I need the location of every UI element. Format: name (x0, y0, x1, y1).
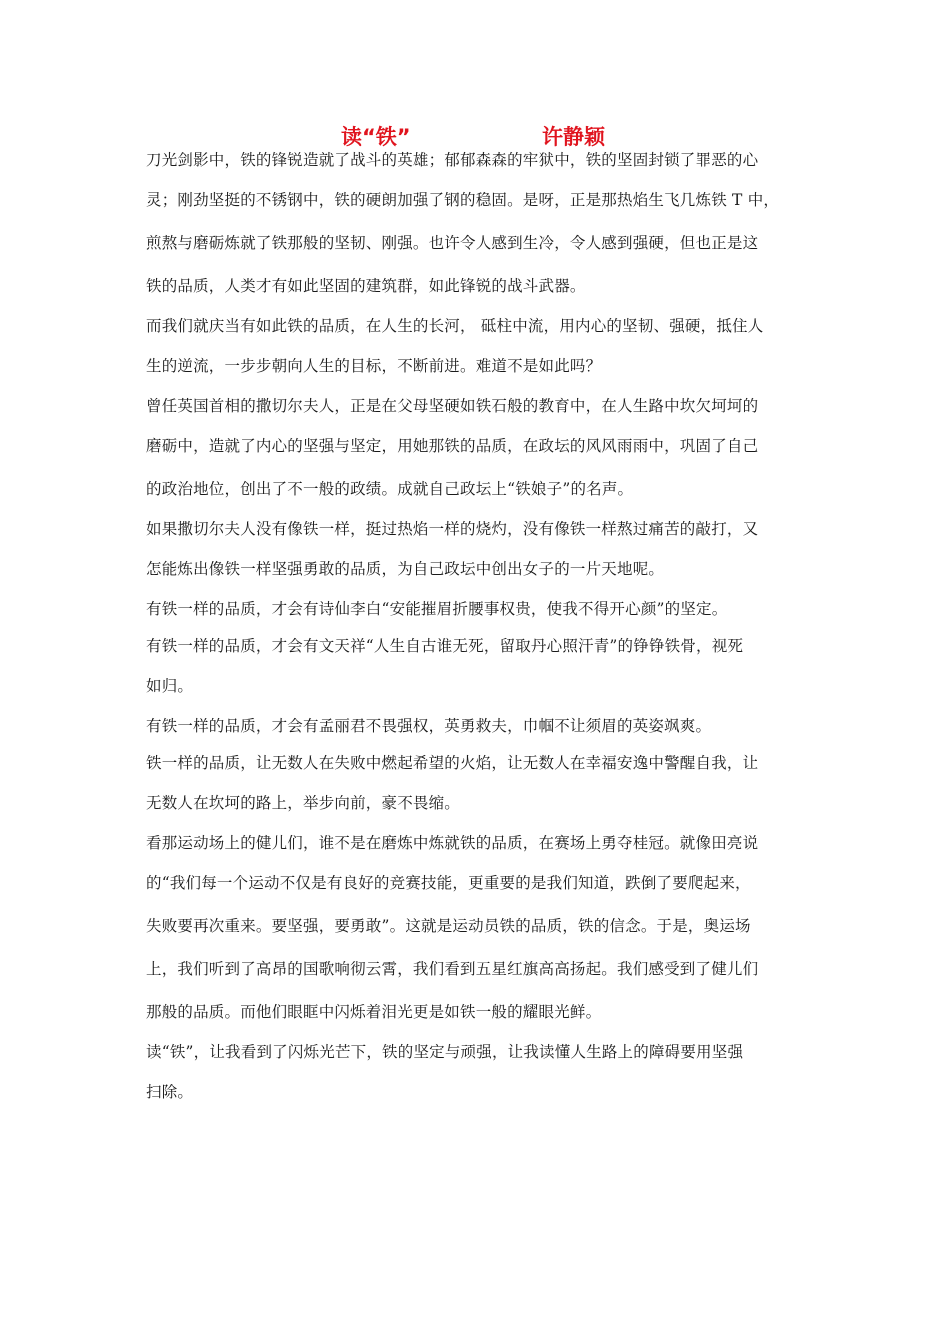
text-line: 而我们就庆当有如此铁的品质，在人生的长河， 砥柱中流，用内心的坚韧、强硬，抵住人 (146, 317, 764, 335)
paragraph-7 (146, 711, 811, 742)
text-line: 的政治地位，创出了不一般的政绩。成就自己政坛上“铁娘子”的名声。 (146, 480, 634, 498)
text-line: 如果撒切尔夫人没有像铁一样，挺过热焰一样的烧灼，没有像铁一样熬过痛苦的敲打，又 (146, 520, 759, 538)
text-line: 铁的品质，人类才有如此坚固的建筑群，如此锋锐的战斗武器。 (146, 277, 586, 295)
text-line: 读“铁”，让我看到了闪烁光芒下，铁的坚定与顽强，让我读懂人生路上的障碍要用坚强 (146, 1043, 744, 1061)
paragraph-10 (146, 1037, 811, 1111)
paragraph-5 (146, 594, 811, 625)
paragraph-1 (146, 145, 811, 305)
paragraph-9 (146, 828, 811, 1031)
text-line: 扫除。 (146, 1083, 194, 1101)
text-line: 磨砺中，造就了内心的坚强与坚定，用她那铁的品质，在政坛的风风雨雨中，巩固了自己 (146, 437, 759, 455)
text-line: 有铁一样的品质，才会有诗仙李白“安能摧眉折腰事权贵，使我不得开心颜”的坚定。 (146, 600, 728, 618)
essay-body (146, 145, 811, 1111)
text-line: 灵；刚劲坚挺的不锈钢中，铁的硬朗加强了钢的稳固。是呀，正是那热焰生飞几炼铁 T 中， (146, 191, 780, 209)
text-line: 上，我们听到了高昂的国歌响彻云霄，我们看到五星红旗高高扬起。我们感受到了健儿们 (146, 960, 759, 978)
paragraph-2 (146, 311, 811, 385)
text-line: 失败要再次重来。要坚强，要勇敢”。这就是运动员铁的品质，铁的信念。于是，奥运场 (146, 917, 751, 935)
text-line: 有铁一样的品质，才会有文天祥“人生自古谁无死，留取丹心照汗青”的铮铮铁骨，视死 (146, 637, 744, 655)
text-line: 如归。 (146, 677, 194, 695)
author-name: 许静颖 (542, 125, 605, 149)
text-line: 生的逆流，一步步朝向人生的目标，不断前进。难道不是如此吗？ (146, 357, 602, 375)
text-line: 刀光剑影中，铁的锋锐造就了战斗的英雄；郁郁森森的牢狱中，铁的坚固封锁了罪恶的心 (146, 151, 759, 169)
paragraph-4 (146, 514, 811, 588)
paragraph-8 (146, 748, 811, 822)
text-line: 无数人在坎坷的路上，举步向前，豪不畏缩。 (146, 794, 461, 812)
text-line: 看那运动场上的健儿们，谁不是在磨炼中炼就铁的品质，在赛场上勇夺桂冠。就像田亮说 (146, 834, 759, 852)
text-line: 的“我们每一个运动不仅是有良好的竞赛技能，更重要的是我们知道，跌倒了要爬起来， (146, 874, 751, 892)
text-line: 曾任英国首相的撒切尔夫人，正是在父母坚硬如铁石般的教育中，在人生路中坎欠坷坷的 (146, 397, 759, 415)
text-line: 怎能炼出像铁一样坚强勇敢的品质，为自己政坛中创出女子的一片天地呢。 (146, 560, 665, 578)
text-line: 有铁一样的品质，才会有孟丽君不畏强权，英勇救夫，巾帼不让须眉的英姿飒爽。 (146, 717, 712, 735)
paragraph-3 (146, 391, 811, 508)
essay-title: 读“铁” (341, 125, 411, 149)
paragraph-6 (146, 631, 811, 705)
text-line: 煎熬与磨砺炼就了铁那般的坚韧、刚强。也许令人感到生冷，令人感到强硬，但也正是这 (146, 234, 759, 252)
text-line: 那般的品质。而他们眼眶中闪烁着泪光更是如铁一般的耀眼光鲜。 (146, 1003, 602, 1021)
text-line: 铁一样的品质，让无数人在失败中燃起希望的火焰，让无数人在幸福安逸中警醒自我，让 (146, 754, 759, 772)
